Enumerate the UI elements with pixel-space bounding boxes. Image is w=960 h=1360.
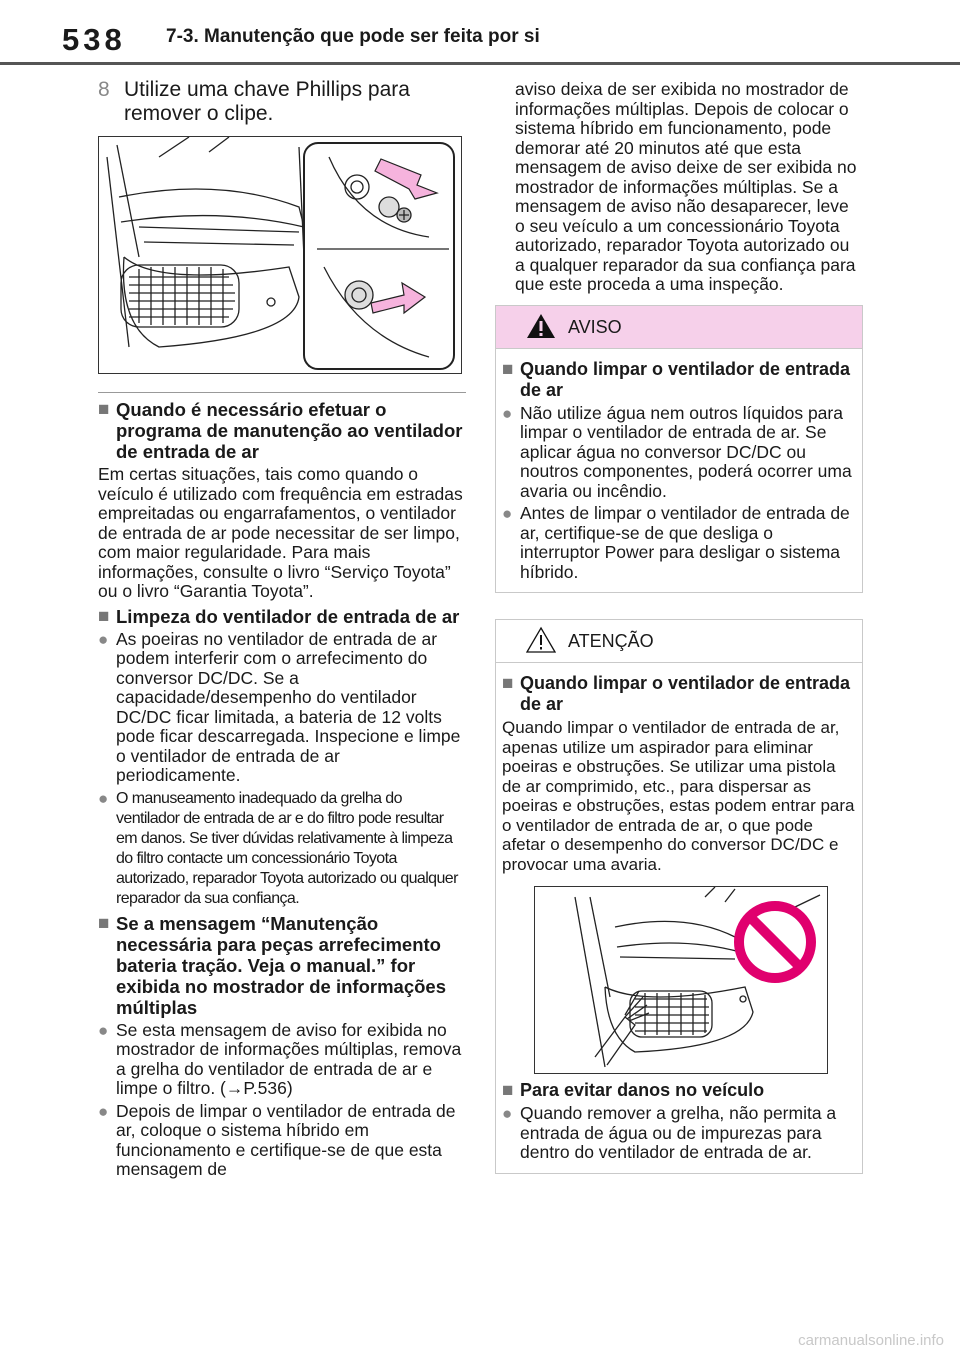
heading-maintenance-program: ■ Quando é necessário efetuar o programa de manutenção ao ventilador de entrada de ar: [98, 399, 463, 462]
circle-bullet-icon: ●: [502, 403, 513, 423]
circle-bullet-icon: ●: [98, 1020, 109, 1040]
aviso-title: AVISO: [568, 316, 622, 337]
atencao-header: [496, 620, 862, 663]
square-bullet-icon: ■: [502, 358, 514, 380]
square-bullet-icon: ■: [98, 399, 110, 420]
list-item: ● As poeiras no ventilador de entrada de ar podem interferir com o arrefecimento do conversor DC/DC. Se a capacidade/desempenho do ventilador DC/DC ficar limitada, a bateria de 12 volts pode ficar descarregada. Inspecione e limpe o ventilador de entrada de ar periodicamente.: [98, 628, 461, 785]
list-item: ● Quando remover a grelha, não permita a entrada de água ou de impurezas para dentro do ventilador de entrada de ar.: [502, 1103, 837, 1162]
list-item: ● Depois de limpar o ventilador de entrada de ar, coloque o sistema híbrido em funcionamento e certifique-se de que esta mensagem de: [98, 1100, 456, 1179]
heading-cleaning: ■ Limpeza do ventilador de entrada de ar: [98, 605, 460, 627]
square-bullet-icon: ■: [502, 673, 514, 694]
circle-bullet-icon: ●: [502, 504, 513, 523]
atencao-box: [495, 619, 863, 1174]
list-item: ● O manuseamento inadequado da grelha do ventilador de entrada de ar e do filtro pode resultar em danos. Se tiver dúvidas relativamente à limpeza do filtro contacte um concessionário Toyota autorizado, reparador Toyota autorizado ou qualquer reparador da sua confiança.: [98, 788, 458, 907]
square-bullet-icon: ■: [98, 605, 110, 627]
header-rule: [0, 62, 960, 65]
step-number: 8: [98, 78, 110, 101]
atencao-text: Quando limpar o ventilador de entrada de ar, apenas utilize um aspirador para eliminar poeiras e obstruções. Se utilizar uma pistola de ar comprimido, etc., para dispersar as poeiras e obstruções, estas podem entrar para o ventilador de entrada de ar, o que pode afetar o desempenho do conversor DC/DC e provocar uma avaria.: [502, 718, 855, 874]
air-gun-prohibited-illustration: [535, 887, 827, 1073]
atencao-title: ATENÇÃO: [568, 631, 654, 651]
list-item: ● Se esta mensagem de aviso for exibida no mostrador de informações múltiplas, remova a grelha do ventilador de entrada de ar e limpe o filtro. (→P.536): [98, 1019, 462, 1098]
step-8: [98, 78, 466, 126]
list-item: ● Não utilize água nem outros líquidos para limpar o ventilador de entrada de ar. Se aplicar água no conversor DC/DC ou noutros componentes, poderá ocorrer uma avaria ou incêndio.: [502, 402, 852, 501]
step-text: Utilize uma chave Phillips para remover o clipe.: [124, 78, 410, 125]
aviso-body: [496, 349, 862, 593]
watermark: carmanualsonline.info: [798, 1332, 944, 1349]
warning-icon: [526, 312, 556, 340]
section-title: 7-3. Manutenção que pode ser feita por si: [166, 26, 540, 47]
square-bullet-icon: ■: [502, 1080, 514, 1101]
page-number: 538: [62, 22, 126, 57]
aviso-heading: ■ Quando limpar o ventilador de entrada de ar: [502, 358, 851, 400]
page-header: [0, 0, 960, 62]
clip-removal-illustration: [99, 137, 461, 373]
atencao-body: [496, 663, 862, 1173]
circle-bullet-icon: ●: [98, 788, 108, 808]
circle-bullet-icon: ●: [502, 1104, 513, 1123]
clip-removal-figure: [98, 136, 462, 374]
atencao-heading-1: ■ Quando limpar o ventilador de entrada de ar: [502, 673, 851, 714]
continuation-text: aviso deixa de ser exibida no mostrador de informações múltiplas. Depois de colocar o sistema híbrido em funcionamento, pode demorar até 20 minutos até que esta mensagem de aviso deixe de ser exibida no mostrador de informações múltiplas. Se a mensagem de aviso não desaparecer, leve o seu veículo a um concessionário Toyota autorizado, reparador Toyota autorizado ou a qualquer reparador da sua confiança para que este proceda a uma inspeção.: [515, 79, 857, 294]
maintenance-program-text: Em certas situações, tais como quando o veículo é utilizado com frequência em estradas empreitadas ou engarrafamentos, o ventilador de entrada de ar pode necessitar de ser limpo, com maior regularidade. Para mais informações, consulte o livro “Serviço Toyota” ou o livro “Garantia Toyota”.: [98, 464, 463, 601]
atencao-heading-2: ■ Para evitar danos no veículo: [502, 1080, 765, 1101]
aviso-box: [495, 305, 863, 594]
heading-message-displayed: ■ Se a mensagem “Manutenção necessária para peças arrefecimento bateria tração. Veja o manual.” for exibida no mostrador de informações múltiplas: [98, 912, 446, 1018]
aviso-header: [496, 306, 862, 349]
divider: [98, 392, 466, 393]
air-gun-prohibited-figure: [534, 886, 828, 1074]
square-bullet-icon: ■: [98, 912, 110, 934]
caution-icon: [526, 626, 556, 654]
circle-bullet-icon: ●: [98, 1101, 109, 1121]
circle-bullet-icon: ●: [98, 629, 109, 649]
right-column: [495, 80, 863, 1174]
left-column: [98, 78, 466, 1180]
list-item: ● Antes de limpar o ventilador de entrada de ar, certifique-se de que desliga o interruptor Power para desligar o sistema híbrido.: [502, 503, 850, 582]
